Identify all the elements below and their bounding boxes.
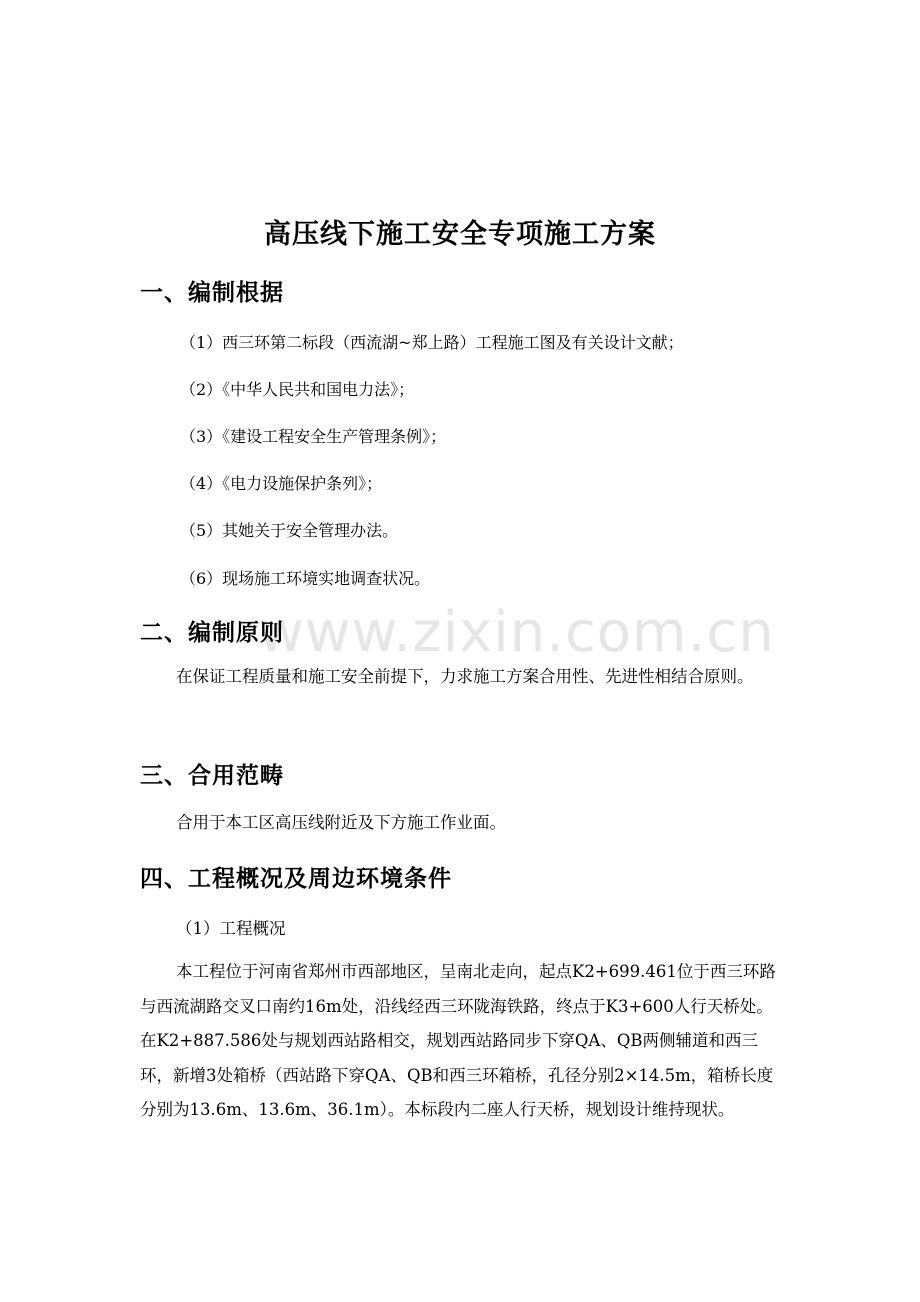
basis-item-4: （4）《电力设施保护条列》； (180, 474, 383, 493)
basis-item-6: （6）现场施工环境实地调查状况。 (180, 569, 431, 588)
basis-item-5: （5）其她关于安全管理办法。 (180, 521, 399, 540)
principle-paragraph: 在保证工程质量和施工安全前提下，力求施工方案合用性、先进性相结合原则。 (176, 667, 754, 686)
section-heading-basis: 一、编制根据 (140, 280, 284, 306)
basis-item-2: （2）《中华人民共和国电力法》； (180, 380, 415, 399)
section-heading-principle: 二、编制原则 (140, 620, 284, 646)
section-heading-overview: 四、工程概况及周边环境条件 (140, 866, 452, 892)
basis-item-3: （3）《建设工程安全生产管理条例》； (180, 427, 447, 446)
watermark: www.zixin.com.cn (258, 600, 775, 665)
section-heading-scope: 三、合用范畴 (140, 763, 284, 789)
document-title: 高压线下施工安全专项施工方案 (264, 219, 656, 250)
overview-subheading: （1）工程概况 (176, 919, 286, 938)
scope-paragraph: 合用于本工区高压线附近及下方施工作业面。 (176, 813, 506, 832)
basis-item-1: （1）西三环第二标段（西流湖~郑上路）工程施工图及有关设计文献； (180, 333, 684, 352)
overview-paragraph: 本工程位于河南省郑州市西部地区，呈南北走向，起点K2+699.461位于西三环路与西流湖路交叉口南约16m处，沿线经西三环陇海铁路，终点于K3+600人行天桥处。在K2+887.586处与规划西站路相交，规划西站路同步下穿QA、QB两侧辅道和西三环，新增3处箱桥（西站路下穿QA、QB和西三环箱桥，孔径分别2×14.5m，箱桥长度分别为13.6m、13.6m、36.1m）。本标段内二座人行天桥，规划设计维持现状。 (140, 962, 776, 1119)
